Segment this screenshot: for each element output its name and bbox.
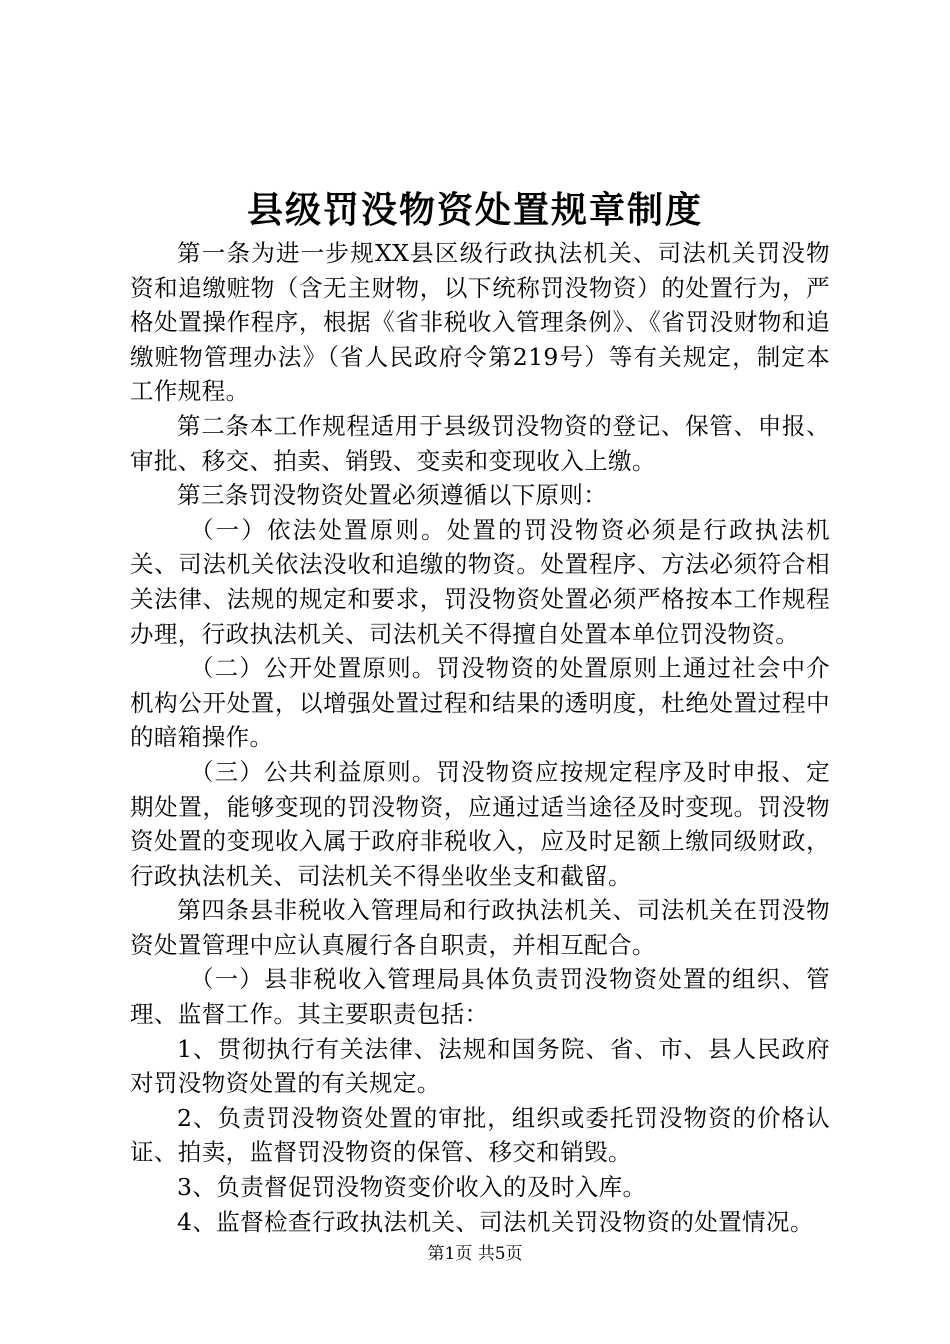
paragraph-principle-1: （一）依法处置原则。处置的罚没物资必须是行政执法机关、司法机关依法没收和追缴的物资。处置程序、方法必须符合相关法律、法规的规定和要求，罚没物资处置必须严格按本工作规程办理，行政执法机关、司法机关不得擅自处置本单位罚没物资。 <box>130 515 830 648</box>
page-title: 县级罚没物资处置规章制度 <box>246 189 703 231</box>
page-number-footer: 第1页 共5页 <box>427 1244 523 1264</box>
paragraph-duty-item-4: 4、监督检查行政执法机关、司法机关罚没物资的处置情况。 <box>177 1207 814 1236</box>
paragraph-duty-item-1: 1、贯彻执行有关法律、法规和国务院、省、市、县人民政府对罚没物资处置的有关规定。 <box>130 1034 830 1098</box>
paragraph-duty-item-2: 2、负责罚没物资处置的审批，组织或委托罚没物资的价格认证、拍卖，监督罚没物资的保管、移交和销毁。 <box>130 1103 830 1167</box>
paragraph-article-2: 第二条本工作规程适用于县级罚没物资的登记、保管、申报、审批、移交、拍卖、销毁、变卖和变现收入上缴。 <box>130 411 830 475</box>
paragraph-duty-item-3: 3、负责督促罚没物资变价收入的及时入库。 <box>177 1173 647 1202</box>
paragraph-principle-3: （三）公共利益原则。罚没物资应按规定程序及时申报、定期处置，能够变现的罚没物资，应通过适当途径及时变现。罚没物资处置的变现收入属于政府非税收入，应及时足额上缴同级财政，行政执法机关、司法机关不得坐收坐支和截留。 <box>130 757 830 890</box>
paragraph-article-3: 第三条罚没物资处置必须遵循以下原则： <box>177 481 608 510</box>
paragraph-article-4: 第四条县非税收入管理局和行政执法机关、司法机关在罚没物资处置管理中应认真履行各自职责，并相互配合。 <box>130 896 830 959</box>
document-body <box>130 236 830 1239</box>
paragraph-article-1: 第一条为进一步规XX县区级行政执法机关、司法机关罚没物资和追缴赃物（含无主财物，以下统称罚没物资）的处置行为，严格处置操作程序，根据《省非税收入管理条例》、《省罚没财物和追缴赃物管理办法》（省人民政府令第219号）等有关规定，制定本工作规程。 <box>130 239 830 406</box>
paragraph-principle-2: （二）公开处置原则。罚没物资的处置原则上通过社会中介机构公开处置，以增强处置过程和结果的透明度，杜绝处置过程中的暗箱操作。 <box>130 654 830 752</box>
paragraph-duty-section-1: （一）县非税收入管理局具体负责罚没物资处置的组织、管理、监督工作。其主要职责包括： <box>130 965 830 1029</box>
